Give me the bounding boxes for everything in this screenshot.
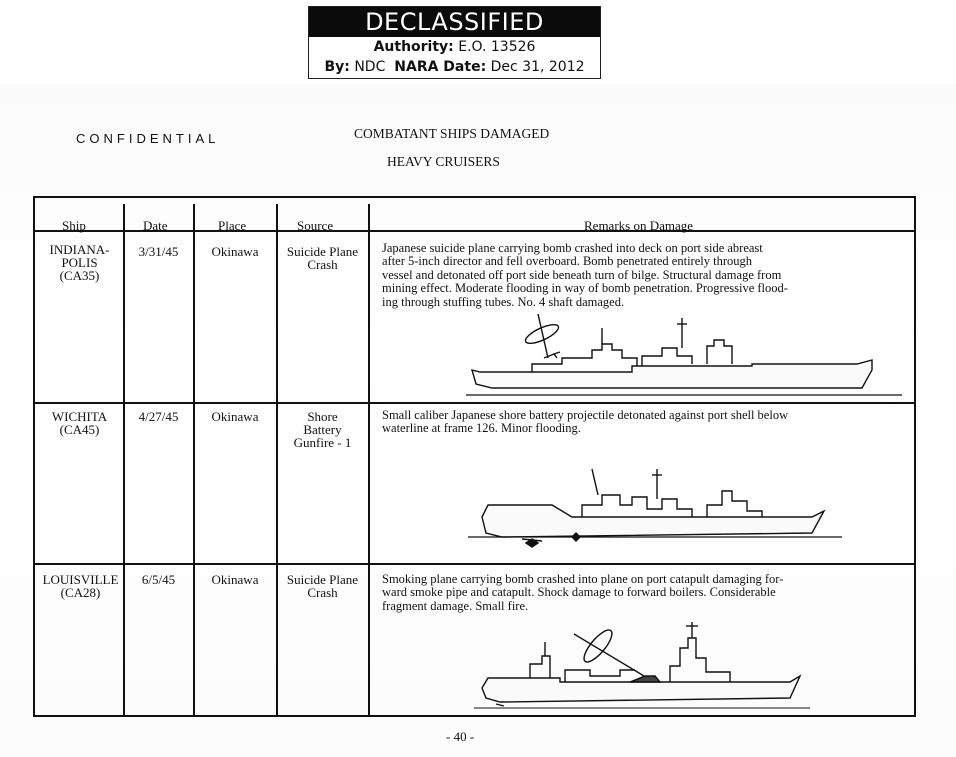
source-cell — [277, 245, 368, 271]
column-divider — [368, 204, 370, 717]
ship-hull-number: (CA28) — [60, 585, 101, 600]
stamp-authority-label: Authority: — [373, 39, 454, 55]
column-divider — [193, 204, 195, 717]
source-line: Crash — [307, 257, 338, 272]
stamp-by-line — [309, 57, 600, 77]
indianapolis-damage-diagram — [462, 306, 910, 402]
source-line: Suicide Plane — [286, 244, 359, 259]
ship-name-line: POLIS — [61, 255, 98, 270]
remarks-line: ing through stuffing tubes. No. 4 shaft damaged. — [382, 294, 625, 309]
row-divider — [33, 402, 916, 404]
ship-hull-number: (CA45) — [59, 422, 100, 437]
source-cell — [277, 410, 368, 449]
page-title: COMBATANT SHIPS DAMAGED — [354, 126, 550, 141]
date-cell: 3/31/45 — [138, 244, 179, 259]
source-line: Suicide Plane — [286, 572, 359, 587]
source-line: Crash — [307, 585, 338, 600]
classification-label: CONFIDENTIAL — [76, 131, 220, 146]
stamp-authority-line — [309, 37, 600, 57]
stamp-by-value: NDC — [354, 59, 386, 75]
louisville-damage-diagram — [470, 618, 820, 716]
remarks-line: Smoking plane carrying bomb crashed into plane on port catapult damaging for- — [382, 572, 784, 586]
column-header-date: Date — [143, 218, 168, 233]
ship-name-line: LOUISVILLE — [42, 572, 119, 587]
remarks-line: fragment damage. Small fire. — [382, 598, 529, 613]
remarks-line: vessel and detonated off port side beneath turn of bilge. Structural damage from — [382, 267, 782, 282]
column-header-ship: Ship — [62, 218, 86, 233]
source-cell — [277, 573, 368, 599]
date-cell: 4/27/45 — [138, 409, 179, 424]
place-cell: Okinawa — [211, 572, 259, 587]
source-line: Shore — [307, 409, 338, 424]
remarks-cell — [382, 573, 906, 613]
page-subtitle: HEAVY CRUISERS — [387, 154, 500, 169]
stamp-by-label: By: — [324, 59, 350, 75]
remarks-line: Japanese suicide plane carrying bomb crashed into deck on port side abreast — [382, 241, 763, 255]
place-cell: Okinawa — [211, 409, 259, 424]
remarks-line: waterline at frame 126. Minor flooding. — [382, 421, 581, 436]
source-line: Battery — [303, 422, 342, 437]
row-divider — [33, 563, 916, 565]
source-line: Gunfire - 1 — [293, 435, 352, 450]
ship-hull-number: (CA35) — [59, 268, 100, 283]
ship-name-cell — [36, 243, 123, 282]
remarks-line: after 5-inch director and fell overboard. Bomb penetrated entirely through — [382, 254, 752, 269]
remarks-line: ward smoke pipe and catapult. Shock damage to forward boilers. Considerable — [382, 585, 776, 600]
column-divider — [276, 204, 278, 717]
wichita-damage-diagram — [462, 465, 862, 555]
declassified-stamp — [308, 6, 601, 79]
stamp-authority-value: E.O. 13526 — [458, 39, 536, 55]
stamp-nara-label: NARA Date: — [394, 59, 487, 75]
stamp-title: DECLASSIFIED — [309, 7, 600, 37]
stamp-nara-value: Dec 31, 2012 — [490, 59, 585, 75]
column-header-remarks: Remarks on Damage — [584, 218, 694, 233]
ship-name-cell — [36, 410, 123, 436]
column-header-place: Place — [218, 218, 247, 233]
ship-name-line: WICHITA — [51, 409, 108, 424]
ship-name-cell — [36, 573, 125, 599]
place-cell: Okinawa — [211, 244, 259, 259]
remarks-cell — [382, 242, 906, 309]
ship-name-line: INDIANA- — [49, 242, 110, 257]
remarks-cell — [382, 409, 906, 436]
remarks-line: Small caliber Japanese shore battery projectile detonated against port shell below — [382, 408, 789, 422]
date-cell: 6/5/45 — [141, 572, 176, 587]
page-number: - 40 - — [446, 729, 475, 744]
column-header-source: Source — [297, 218, 334, 233]
remarks-line: mining effect. Moderate flooding in way of bomb penetration. Progressive flood- — [382, 281, 788, 296]
column-divider — [123, 204, 125, 717]
